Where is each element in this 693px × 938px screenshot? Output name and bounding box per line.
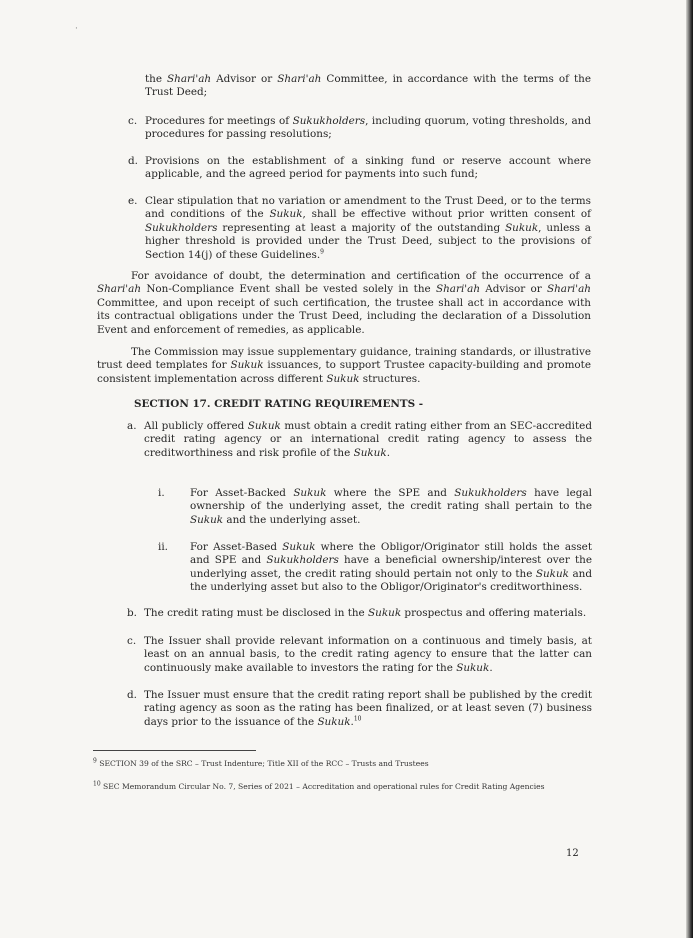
requirement-d xyxy=(127,689,592,729)
footnote-9: $^9$ SECTION 39 of the SRC – Trust Indenture; Title XII of the RCC – Trusts and Trustees xyxy=(93,757,429,768)
requirement-a xyxy=(127,420,592,460)
requirement-c xyxy=(127,635,592,675)
list-item-text: The Issuer shall provide relevant information on a continuous and timely basis, at least on an annual basis, to the credit rating agency to ensure that the latter can continuously make available to investors the rating for the Sukuk. xyxy=(144,635,592,674)
paragraph-commission-guidance: The Commission may issue supplementary guidance, training standards, or illustrative trust deed templates for Sukuk issuances, to support Trustee capacity-building and promote consistent implementation across different Sukuk structures. xyxy=(97,346,591,385)
list-item-text: All publicly offered Sukuk must obtain a credit rating either from an SEC-accredited credit rating agency or an international credit rating agency to assess the creditworthiness and risk profile of the Sukuk. xyxy=(144,420,592,459)
list-marker: c. xyxy=(127,635,137,647)
footnote-ref-9[interactable]: 9 xyxy=(320,248,324,256)
scan-speck: · xyxy=(75,24,78,34)
requirement-b xyxy=(127,607,592,620)
footnote-divider xyxy=(93,750,256,751)
list-marker: i. xyxy=(158,487,165,499)
list-item-text: For Asset-Backed Sukuk where the SPE and Sukukholders have legal ownership of the underlying asset, the credit rating shall pertain to the Sukuk and the underlying asset. xyxy=(190,487,592,526)
list-item-text: Procedures for meetings of Sukukholders, including quorum, voting thresholds, and procedures for passing resolutions; xyxy=(145,115,592,141)
list-marker: c. xyxy=(128,115,138,127)
list-marker: d. xyxy=(128,155,138,167)
list-marker: d. xyxy=(127,689,137,701)
list-item-c xyxy=(128,115,591,142)
paragraph-avoidance-of-doubt: For avoidance of doubt, the determination and certification of the occurrence of a Shari'ah Non-Compliance Event shall be vested solely in the Shari'ah Advisor or Shari'ah Committee, and upon receipt of such certification, the trustee shall act in accordance with its contractual obligations under the Trust Deed, including the declaration of a Dissolution Event and enforcement of remedies, as applicable. xyxy=(97,270,591,336)
list-marker: e. xyxy=(128,195,138,207)
requirement-a-ii xyxy=(158,541,592,595)
list-item-text: Provisions on the establishment of a sinking fund or reserve account where applicable, and the agreed period for payments into such fund; xyxy=(145,155,591,181)
list-item-text: The Issuer must ensure that the credit rating report shall be published by the credit rating agency as soon as the rating has been finalized, or at least seven (7) business days prior to the issuance of the Sukuk.$^{10}$ xyxy=(144,689,592,728)
list-item-text: Clear stipulation that no variation or amendment to the Trust Deed, or to the terms and conditions of the Sukuk, shall be effective without prior written consent of Sukukholders representing at least a majority of the outstanding Sukuk, unless a higher threshold is provided under the Trust Deed, subject to the provisions of Section 14(j) of these Guidelines.$^9$ xyxy=(145,195,591,261)
intro-continuation: the Shari'ah Advisor or Shari'ah Committee, in accordance with the terms of the Trust Deed; xyxy=(145,73,591,99)
section-17-heading: SECTION 17. CREDIT RATING REQUIREMENTS - xyxy=(134,398,424,410)
list-item-text: For Asset-Based Sukuk where the Obligor/Originator still holds the asset and SPE and Sukukholders have a beneficial ownership/interest over the underlying asset, the credit rating should pertain not only to the Sukuk and the underlying asset but also to the Obligor/Originator's creditworthiness. xyxy=(190,541,593,594)
list-marker: a. xyxy=(127,420,137,432)
list-marker: ii. xyxy=(158,541,168,553)
list-marker: b. xyxy=(127,607,137,619)
footnote-ref-10[interactable]: 10 xyxy=(353,715,362,723)
scan-edge-shadow xyxy=(686,0,693,938)
requirement-a-i xyxy=(158,487,592,527)
list-item-text: The credit rating must be disclosed in the Sukuk prospectus and offering materials. xyxy=(144,607,587,619)
list-item-d xyxy=(128,155,591,182)
footnote-10: $^{10}$ SEC Memorandum Circular No. 7, Series of 2021 – Accreditation and operational rules for Credit Rating Agencies xyxy=(93,780,545,791)
page-number: 12 xyxy=(566,848,579,859)
list-item-e xyxy=(128,195,591,262)
